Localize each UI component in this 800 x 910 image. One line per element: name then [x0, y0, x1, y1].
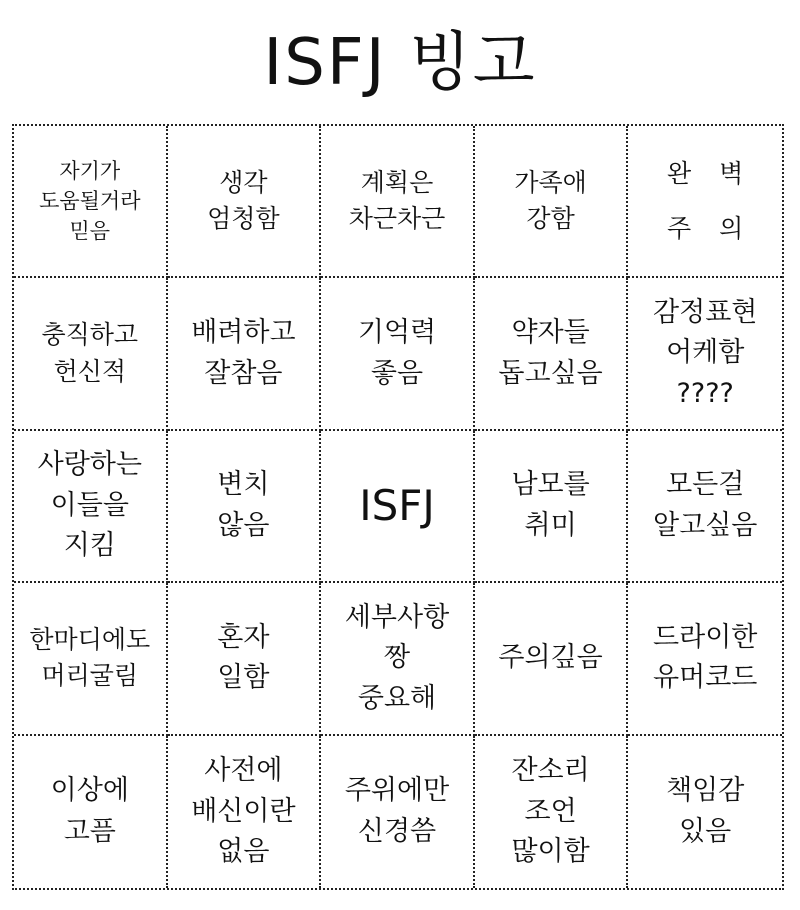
bingo-cell[interactable]: 감정표현 어케함 ????	[628, 278, 782, 430]
bingo-cell[interactable]: 생각 엄청함	[168, 126, 322, 278]
bingo-center-cell[interactable]: ISFJ	[321, 431, 475, 583]
bingo-cell[interactable]: 한마디에도 머리굴림	[14, 583, 168, 735]
bingo-cell[interactable]: 드라이한 유머코드	[628, 583, 782, 735]
bingo-cell[interactable]: 남모를 취미	[475, 431, 629, 583]
bingo-cell[interactable]: 완벽 주의	[628, 126, 782, 278]
bingo-cell[interactable]: 배려하고 잘참음	[168, 278, 322, 430]
bingo-cell[interactable]: 모든걸 알고싶음	[628, 431, 782, 583]
bingo-cell[interactable]: 사랑하는 이들을 지킴	[14, 431, 168, 583]
bingo-cell[interactable]: 이상에 고픔	[14, 736, 168, 888]
bingo-cell[interactable]: 가족애 강함	[475, 126, 629, 278]
bingo-cell[interactable]: 잔소리 조언 많이함	[475, 736, 629, 888]
bingo-cell[interactable]: 계획은 차근차근	[321, 126, 475, 278]
bingo-cell[interactable]: 기억력 좋음	[321, 278, 475, 430]
bingo-cell[interactable]: 주위에만 신경씀	[321, 736, 475, 888]
bingo-cell[interactable]: 책임감 있음	[666, 775, 745, 847]
page-title: ISFJ 빙고	[263, 26, 537, 100]
bingo-cell[interactable]: 주의깊음	[475, 583, 629, 735]
bingo-cell[interactable]: 사전에 배신이란 없음	[168, 736, 322, 888]
bingo-grid	[12, 124, 784, 890]
bingo-cell[interactable]: 혼자 일함	[168, 583, 322, 735]
bingo-cell[interactable]: 충직하고 헌신적	[14, 278, 168, 430]
bingo-cell[interactable]: 약자들 돕고싶음	[475, 278, 629, 430]
bingo-cell[interactable]: 자기가 도움될거라 믿음	[14, 126, 168, 278]
bingo-cell[interactable]: 변치 않음	[168, 431, 322, 583]
bingo-cell[interactable]: 세부사항 짱 중요해	[321, 583, 475, 735]
